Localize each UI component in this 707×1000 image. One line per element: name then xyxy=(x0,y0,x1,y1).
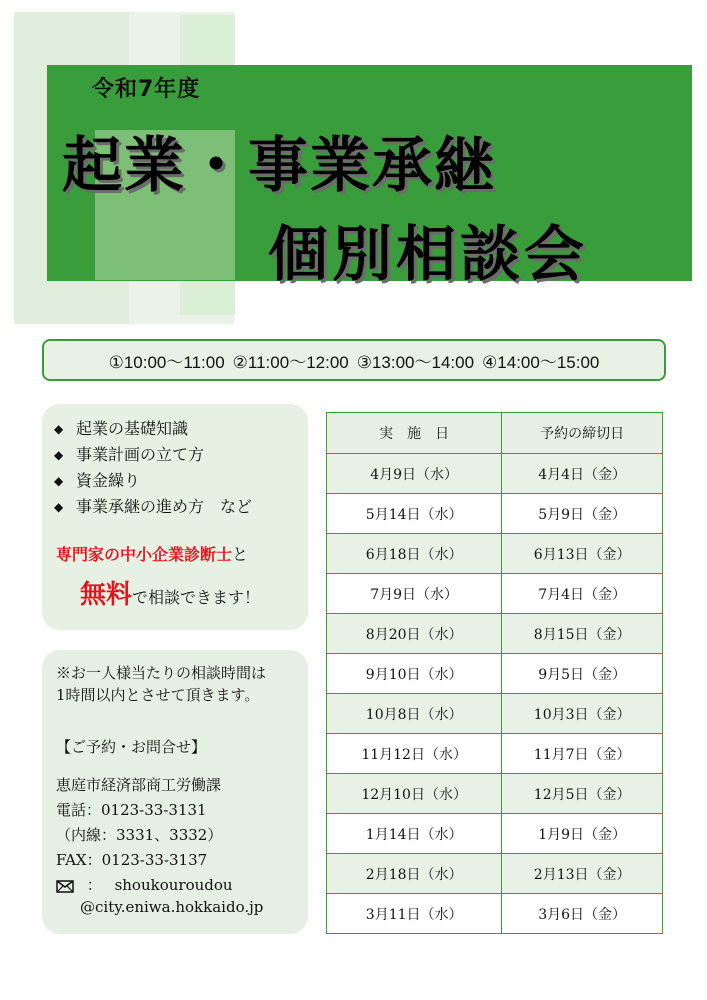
email-separator: ： xyxy=(86,876,102,894)
reservation-deadline: 5月9日（金） xyxy=(502,494,663,534)
schedule-header-row xyxy=(327,413,663,454)
column-header-deadline: 予約の締切日 xyxy=(502,413,663,454)
table-row xyxy=(327,854,663,894)
reservation-deadline: 4月4日（金） xyxy=(502,454,663,494)
table-row xyxy=(327,734,663,774)
table-row xyxy=(327,534,663,574)
reservation-deadline: 6月13日（金） xyxy=(502,534,663,574)
reservation-deadline: 3月6日（金） xyxy=(502,894,663,934)
topic-list xyxy=(54,416,252,520)
table-row xyxy=(327,454,663,494)
time-slot-1: ①10:00～11:00 xyxy=(108,352,225,372)
topic-item: ◆ 資金繰り xyxy=(54,468,252,494)
reservation-deadline: 8月15日（金） xyxy=(502,614,663,654)
table-row xyxy=(327,694,663,734)
session-date: 8月20日（水） xyxy=(327,614,502,654)
session-date: 4月9日（水） xyxy=(327,454,502,494)
reservation-deadline: 2月13日（金） xyxy=(502,854,663,894)
table-row xyxy=(327,774,663,814)
session-date: 3月11日（水） xyxy=(327,894,502,934)
session-date: 5月14日（水） xyxy=(327,494,502,534)
time-slot-4: ④14:00～15:00 xyxy=(482,352,600,372)
reservation-deadline: 11月7日（金） xyxy=(502,734,663,774)
session-date: 11月12日（水） xyxy=(327,734,502,774)
page-title-line2: 個別相談会 xyxy=(268,220,588,290)
contact-phone: 電話：0123-33-3131 xyxy=(56,801,207,819)
contact-panel xyxy=(42,650,308,934)
table-row xyxy=(327,614,663,654)
reservation-deadline: 7月4日（金） xyxy=(502,574,663,614)
time-slots-bar xyxy=(42,339,666,381)
contact-email-line1 xyxy=(56,874,233,895)
diamond-bullet-icon: ◆ xyxy=(54,474,64,488)
table-row xyxy=(327,894,663,934)
schedule-table xyxy=(326,412,663,934)
topic-item: ◆ 事業承継の進め方 など xyxy=(54,494,252,520)
email-user[interactable]: shoukouroudou xyxy=(114,876,233,894)
session-date: 7月9日（水） xyxy=(327,574,502,614)
table-row xyxy=(327,654,663,694)
diamond-bullet-icon: ◆ xyxy=(54,500,64,514)
reservation-deadline: 12月5日（金） xyxy=(502,774,663,814)
session-date: 6月18日（水） xyxy=(327,534,502,574)
time-slot-2: ②11:00～12:00 xyxy=(232,352,349,372)
contact-heading: 【ご予約・お問合せ】 xyxy=(56,738,207,756)
contact-department: 恵庭市経済部商工労働課 xyxy=(56,776,222,794)
table-row xyxy=(327,494,663,534)
table-row xyxy=(327,814,663,854)
fiscal-year-label: 令和7年度 xyxy=(92,77,201,102)
topics-panel xyxy=(42,404,308,630)
topic-item: ◆ 起業の基礎知識 xyxy=(54,416,252,442)
time-limit-note-line2: 1時間以内とさせて頂きます。 xyxy=(56,686,260,704)
reservation-deadline: 1月9日（金） xyxy=(502,814,663,854)
reservation-deadline: 9月5日（金） xyxy=(502,654,663,694)
free-label: 無料 xyxy=(80,580,133,610)
session-date: 2月18日（水） xyxy=(327,854,502,894)
table-row xyxy=(327,574,663,614)
session-date: 10月8日（水） xyxy=(327,694,502,734)
contact-fax: FAX：0123-33-3137 xyxy=(56,851,208,869)
page-title-line1: 起業・事業承継 xyxy=(62,131,496,201)
mail-icon xyxy=(56,876,79,894)
session-date: 12月10日（水） xyxy=(327,774,502,814)
diamond-bullet-icon: ◆ xyxy=(54,448,64,462)
column-header-date: 実 施 日 xyxy=(327,413,502,454)
session-date: 9月10日（水） xyxy=(327,654,502,694)
free-consultation-note: 無料で相談できます！ xyxy=(80,580,261,610)
time-limit-note-line1: ※お一人様当たりの相談時間は xyxy=(56,664,267,682)
diamond-bullet-icon: ◆ xyxy=(54,422,64,436)
session-date: 1月14日（水） xyxy=(327,814,502,854)
reservation-deadline: 10月3日（金） xyxy=(502,694,663,734)
topic-item: ◆ 事業計画の立て方 xyxy=(54,442,252,468)
contact-extension: （内線：3331、3332） xyxy=(56,826,223,844)
time-slot-3: ③13:00～14:00 xyxy=(356,352,475,372)
contact-email-domain[interactable]: @city.eniwa.hokkaido.jp xyxy=(80,898,264,916)
expert-note: 専門家の中小企業診断士と xyxy=(56,545,249,564)
